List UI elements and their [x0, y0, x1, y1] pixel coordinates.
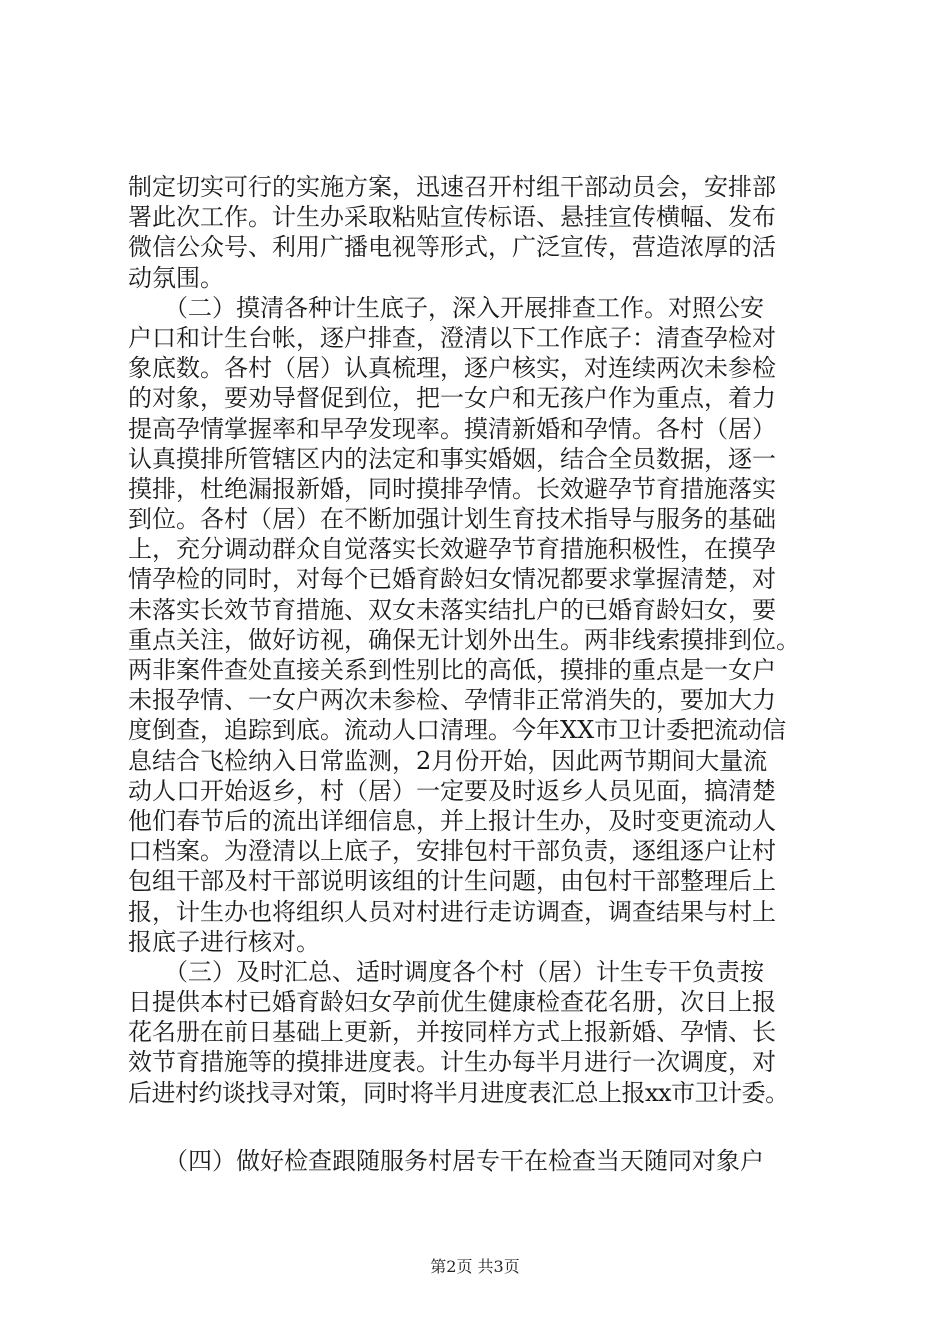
text-line: （二）摸清各种计生底子，深入开展排查工作。对照公安 [128, 293, 764, 322]
text-line: 两非案件查处直接关系到性别比的高低，摸排的重点是一女户 [128, 656, 776, 684]
text-line: 的对象，要劝导督促到位，把一女户和无孩户作为重点，着力 [128, 384, 776, 413]
text-line: 重点关注，做好访视，确保无计划外出生。两非线索摸排到位。 [128, 625, 800, 654]
text-line: 后进村约谈找寻对策，同时将半月进度表汇总上报xx市卫计委。 [128, 1078, 789, 1107]
text-line: 报，计生办也将组织人员对村进行走访调查，调查结果与村上 [128, 897, 776, 926]
text-line: 署此次工作。计生办采取粘贴宣传标语、悬挂宣传横幅、发布 [128, 203, 776, 232]
text-line: 日提供本村已婚育龄妇女孕前优生健康检查花名册，次日上报 [128, 988, 776, 1017]
text-line: 认真摸排所管辖区内的法定和事实婚姻，结合全员数据，逐一 [128, 444, 776, 473]
text-line: 度倒查，追踪到底。流动人口清理。今年XX市卫计委把流动信 [128, 716, 787, 745]
text-line: （四）做好检查跟随服务村居专干在检查当天随同对象户 [128, 1146, 764, 1175]
text-line: 情孕检的同时，对每个已婚育龄妇女情况都要求掌握清楚，对 [128, 565, 776, 594]
text-line: 上，充分调动群众自觉落实长效避孕节育措施积极性，在摸孕 [128, 535, 776, 564]
text-line: 效节育措施等的摸排进度表。计生办每半月进行一次调度，对 [128, 1048, 776, 1077]
text-line: 报底子进行核对。 [128, 927, 320, 956]
page-footer: 第2页 共3页 [430, 1257, 520, 1276]
text-line: 到位。各村（居）在不断加强计划生育技术指导与服务的基础 [128, 505, 776, 534]
paragraph-gap [128, 1108, 828, 1146]
text-line: 动人口开始返乡，村（居）一定要及时返乡人员见面，搞清楚 [128, 776, 776, 805]
text-line: 户口和计生台帐，逐户排查，澄清以下工作底子：清查孕检对 [128, 323, 776, 352]
text-line: 未落实长效节育措施、双女未落实结扎户的已婚育龄妇女，要 [128, 595, 776, 624]
text-line: 包组干部及村干部说明该组的计生问题，由包村干部整理后上 [128, 867, 776, 896]
text-line: 制定切实可行的实施方案，迅速召开村组干部动员会，安排部 [128, 173, 776, 201]
text-line: 微信公众号、利用广播电视等形式，广泛宣传，营造浓厚的活 [128, 233, 776, 262]
text-line: 息结合飞检纳入日常监测，2月份开始，因此两节期间大量流 [128, 746, 768, 775]
text-line: 摸排，杜绝漏报新婚，同时摸排孕情。长效避孕节育措施落实 [128, 474, 776, 503]
text-line: 象底数。各村（居）认真梳理，逐户核实，对连续两次未参检 [128, 354, 776, 383]
text-line: 未报孕情、一女户两次未参检、孕情非正常消失的，要加大力 [128, 686, 776, 715]
text-line: 口档案。为澄清以上底子，安排包村干部负责，逐组逐户让村 [128, 837, 776, 866]
text-line: 他们春节后的流出详细信息，并上报计生办，及时变更流动人 [128, 806, 776, 835]
document-body [128, 172, 828, 1176]
text-line: 动氛围。 [128, 263, 224, 292]
text-line: 花名册在前日基础上更新，并按同样方式上报新婚、孕情、长 [128, 1018, 776, 1047]
text-line: （三）及时汇总、适时调度各个村（居）计生专干负责按 [128, 957, 764, 986]
text-line: 提高孕情掌握率和早孕发现率。摸清新婚和孕情。各村（居） [128, 414, 776, 443]
